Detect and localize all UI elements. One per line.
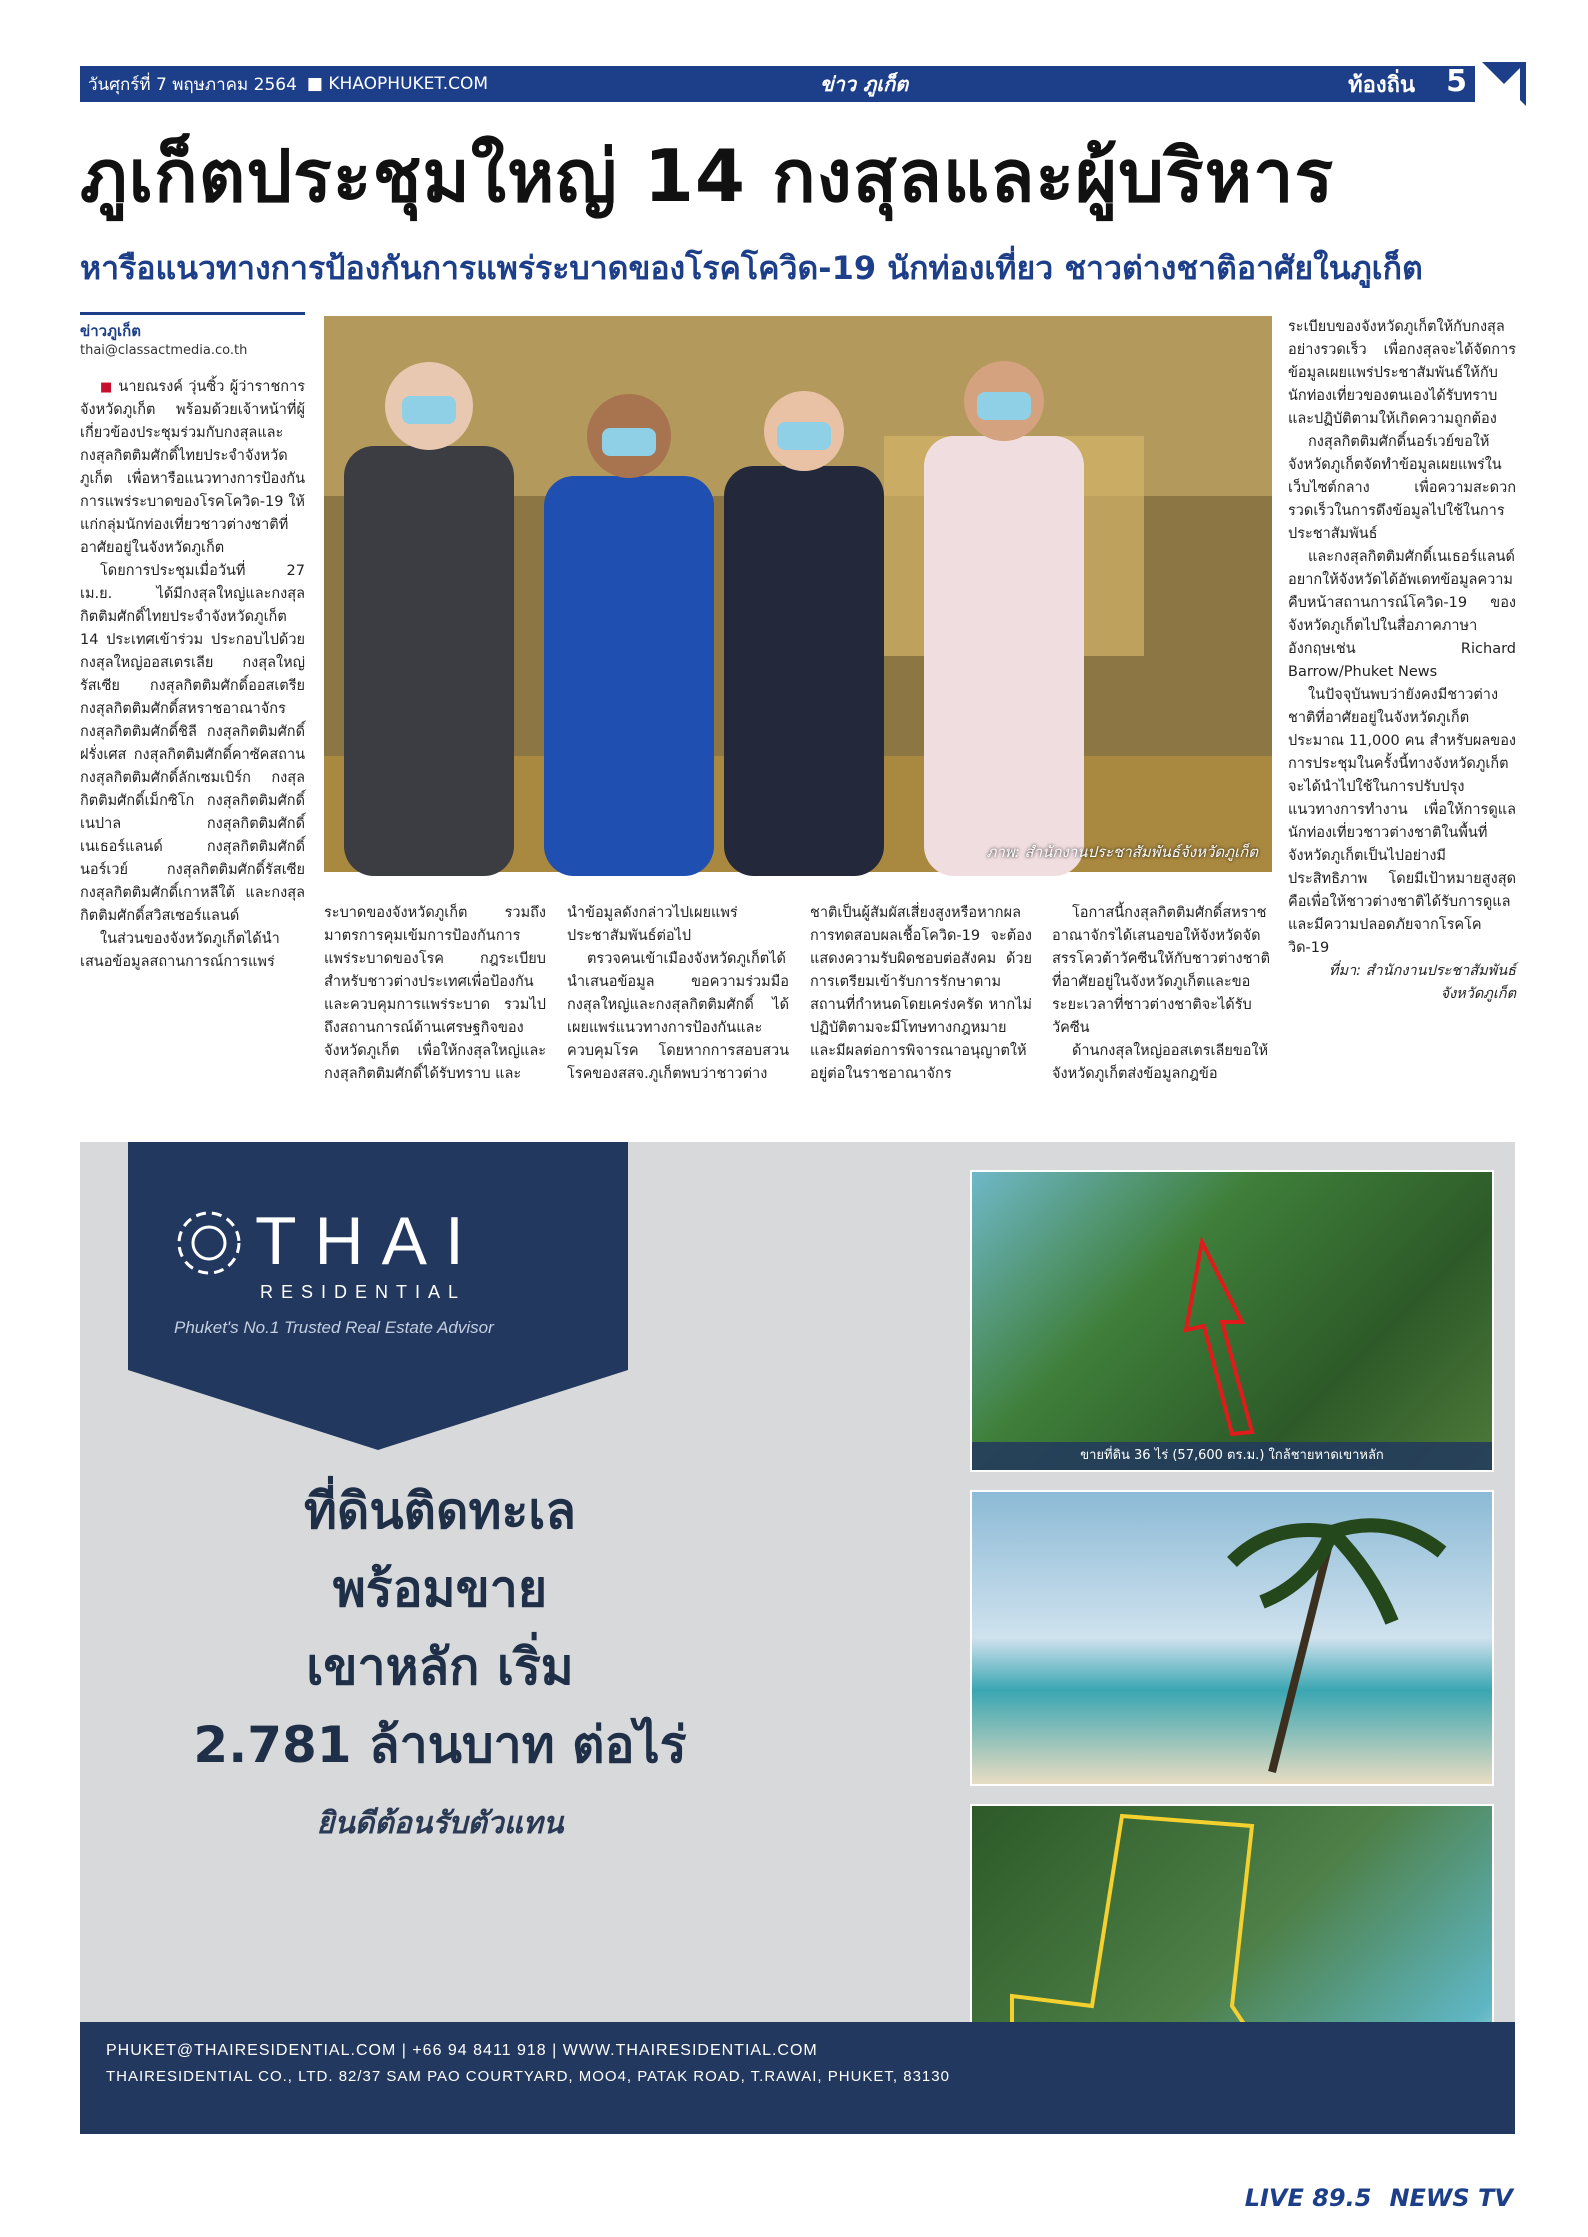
photo-caption: ภาพ: สำนักงานประชาสัมพันธ์จังหวัดภูเก็ต	[986, 843, 1258, 861]
paragraph: โดยการประชุมเมื่อวันที่ 27 เม.ย. ได้มีกงสุลใหญ่และกงสุลกิตติมศักดิ์ไทยประจำจังหวัดภูเก็ต 14 ประเทศเข้าร่วม ประกอบไปด้วย กงสุลใหญ่ออสเตรเลีย กงสุลใหญ่รัสเซีย กงสุลกิตติมศักดิ์ออสเตรีย กงสุลกิตติมศักดิ์สหราชอาณาจักร กงสุลกิตติมศักดิ์ชิลี กงสุลกิตติมศักดิ์ฝรั่งเศส กงสุลกิตติมศักดิ์คาซัคสถาน กงสุลกิตติมศักดิ์ลักเซมเบิร์ก กงสุลกิตติมศักดิ์เม็กซิโก กงสุลกิตติมศักดิ์เนปาล กงสุลกิตติมศักดิ์เนเธอร์แลนด์ กงสุลกิตติมศักดิ์นอร์เวย์ กงสุลกิตติมศักดิ์รัสเซีย กงสุลกิตติมศักดิ์เกาหลีใต้ และกงสุลกิตติมศักดิ์สวิสเซอร์แลนด์	[80, 563, 305, 924]
article-subheadline: หารือแนวทางการป้องกันการแพร่ระบาดของโรคโควิด-19 นักท่องเที่ยว ชาวต่างชาติอาศัยในภูเก็ต	[80, 249, 1423, 287]
paragraph: ระบาดของจังหวัดภูเก็ต รวมถึงมาตรการคุมเข้มการป้องกันการแพร่ระบาดของโรค กฎระเบียบสำหรับชาวต่างประเทศเพื่อป้องกันและควบคุมการแพร่ระบาด รวมไปถึงสถานการณ์ด้านเศรษฐกิจของจังหวัดภูเก็ต เพื่อให้กงสุลใหญ่และกงสุลกิตติมศักดิ์ได้รับทราบ และ	[324, 905, 546, 1082]
ad-headline	[180, 1472, 700, 1784]
ad-contact-line: PHUKET@THAIRESIDENTIAL.COM | +66 94 8411 918 | WWW.THAIRESIDENTIAL.COM	[106, 2042, 818, 2059]
officials-photo-illustration	[324, 316, 1272, 872]
ad-beach-photo	[970, 1490, 1494, 1786]
source-credit: ที่มา: สำนักงานประชาสัมพันธ์จังหวัดภูเก็ต	[1328, 963, 1516, 1002]
masthead-bar	[80, 66, 1475, 102]
article-headline: ภูเก็ตประชุมใหญ่ 14 กงสุลและผู้บริหาร	[80, 134, 1335, 218]
ad-brand: THAI	[255, 1203, 482, 1279]
article-column-6	[1288, 316, 1516, 1116]
article-column-4	[810, 902, 1032, 1082]
ad-tagline: Phuket's No.1 Trusted Real Estate Advisor	[174, 1318, 494, 1337]
paper-logo: ข่าว ภูเก็ต	[820, 72, 909, 96]
paragraph: กงสุลกิตติมศักดิ์นอร์เวย์ขอให้จังหวัดภูเก็ตจัดทำข้อมูลเผยแพร่ในเว็บไซต์กลาง เพื่อความสะดวกรวดเร็วในการดึงข้อมูลไปใช้ในการประชาสัมพันธ์	[1288, 434, 1516, 542]
thai-residential-logo-icon	[174, 1208, 244, 1278]
paragraph: ในส่วนของจังหวัดภูเก็ตได้นำเสนอข้อมูลสถานการณ์การแพร่	[80, 931, 280, 970]
issue-date: วันศุกร์ที่ 7 พฤษภาคม 2564	[88, 74, 297, 95]
paragraph: นำข้อมูลดังกล่าวไปเผยแพร่ประชาสัมพันธ์ต่อไป	[567, 905, 738, 944]
ad-headline-line: ที่ดินติดทะเล	[303, 1482, 577, 1540]
byline-email: thai@classactmedia.co.th	[80, 343, 248, 358]
article-column-5	[1052, 902, 1274, 1082]
ad-brand-sub: RESIDENTIAL	[260, 1282, 467, 1302]
real-estate-advertisement	[80, 1142, 1515, 2134]
ad-welcome: ยินดีต้อนรับตัวแทน	[316, 1806, 564, 1841]
ad-headline-line: 2.781 ล้านบาท ต่อไร่	[193, 1716, 687, 1774]
article-photo	[324, 316, 1272, 872]
paragraph: ระเบียบของจังหวัดภูเก็ตให้กับกงสุลอย่างรวดเร็ว เพื่อกงสุลจะได้จัดการข้อมูลเผยแพร่ประชาสัมพันธ์ให้กับนักท่องเที่ยวของตนเองได้รับทราบและปฏิบัติตามให้เกิดความถูกต้อง	[1288, 319, 1516, 427]
byline	[80, 312, 305, 358]
byline-rule	[80, 312, 305, 315]
footer-logos	[1245, 2184, 1513, 2212]
paragraph: ในปัจจุบันพบว่ายังคงมีชาวต่างชาติที่อาศัยอยู่ในจังหวัดภูเก็ตประมาณ 11,000 คน สำหรับผลของการประชุมในครั้งนี้ทางจังหวัดภูเก็ตจะได้นำไปใช้ในการปรับปรุงแนวทางการทำงาน เพื่อให้การดูแลนักท่องเที่ยวชาวต่างชาติในพื้นที่จังหวัดภูเก็ตเป็นไปอย่างมีประสิทธิภาพ โดยมีเป้าหมายสูงสุดคือเพื่อให้ชาวต่างชาติได้รับการดูแล และมีความปลอดภัยจากโรคโควิด-19	[1288, 687, 1516, 956]
ad-banner-point	[128, 1370, 628, 1450]
page-number: 5	[1446, 64, 1467, 99]
paragraph: ด้านกงสุลใหญ่ออสเตรเลียขอให้จังหวัดภูเก็ตส่งข้อมูลกฎข้อ	[1052, 1043, 1269, 1082]
article-column-1	[80, 376, 305, 1056]
bullet-icon: ■	[100, 380, 114, 395]
ad-footer	[80, 2022, 1515, 2134]
ad-headline-line: พร้อมขาย	[332, 1560, 548, 1618]
article-column-2	[324, 902, 546, 1082]
ad-headline-line: เขาหลัก เริ่ม	[306, 1638, 574, 1696]
corner-mark-icon	[1482, 62, 1526, 106]
byline-name: ข่าวภูเก็ต	[80, 322, 141, 340]
paragraph: โอกาสนี้กงสุลกิตติมศักดิ์สหราชอาณาจักรได้เสนอขอให้จังหวัดจัดสรรโควต้าวัคซีนให้กับชาวต่างชาติที่อาศัยอยู่ในจังหวัดภูเก็ตและขอระยะเวลาที่ชาวต่างชาติจะได้รับวัคซีน	[1052, 905, 1270, 1036]
site-name: ■ KHAOPHUKET.COM	[306, 74, 489, 94]
paragraph: ตรวจคนเข้าเมืองจังหวัดภูเก็ตได้นำเสนอข้อมูล ขอความร่วมมือกงสุลใหญ่และกงสุลกิตติมศักดิ์ ได้เผยแพร่แนวทางการป้องกันและควบคุมโรค โดยหากการสอบสวนโรคของสสจ.ภูเก็ตพบว่าชาวต่าง	[567, 951, 789, 1082]
ad-aerial-photo-1	[970, 1170, 1494, 1472]
news-tv-logo: NEWS TV	[1389, 2184, 1513, 2212]
paragraph: และกงสุลกิตติมศักดิ์เนเธอร์แลนด์อยากให้จังหวัดได้อัพเดทข้อมูลความคืบหน้าสถานการณ์โควิด-19 ของจังหวัดภูเก็ตไปในสื่อภาคภาษาอังกฤษเช่น Richard Barrow/Phuket News	[1288, 549, 1516, 680]
paragraph: นายณรงค์ วุ่นซิ้ว ผู้ว่าราชการจังหวัดภูเก็ต พร้อมด้วยเจ้าหน้าที่ผู้เกี่ยวข้องประชุมร่วมกับกงสุลและกงสุลกิตติมศักดิ์ไทยประจำจังหวัดภูเก็ต เพื่อหารือแนวทางการป้องกันการแพร่ระบาดของโรคโควิด-19 ให้แก่กลุ่มนักท่องเที่ยวชาวต่างชาติที่อาศัยอยู่ในจังหวัดภูเก็ต	[80, 379, 305, 556]
ad-address-line: THAIRESIDENTIAL CO., LTD. 82/37 SAM PAO COURTYARD, MOO4, PATAK ROAD, T.RAWAI, PHUKET, 83130	[106, 2068, 950, 2085]
live-radio-logo: LIVE 89.5	[1244, 2184, 1372, 2212]
palm-tree-icon	[972, 1492, 1492, 1784]
section-name: ท้องถิ่น	[1348, 72, 1415, 98]
paragraph: ชาติเป็นผู้สัมผัสเสี่ยงสูงหรือหากผลการทดสอบผลเชื้อโควิด-19 จะต้องแสดงความรับผิดชอบต่อสังคม ด้วยการเตรียมเข้ารับการรักษาตามสถานที่กำหนดโดยเคร่งครัด หากไม่ปฏิบัติตามจะมีโทษทางกฎหมายและมีผลต่อการพิจารณาอนุญาตให้อยู่ต่อในราชอาณาจักร	[810, 905, 1032, 1082]
red-arrow-icon	[972, 1172, 1492, 1470]
article-column-3	[567, 902, 789, 1082]
ad-photo-caption: ขายที่ดิน 36 ไร่ (57,600 ตร.ม.) ใกล้ชายหาดเขาหลัก	[972, 1442, 1492, 1470]
